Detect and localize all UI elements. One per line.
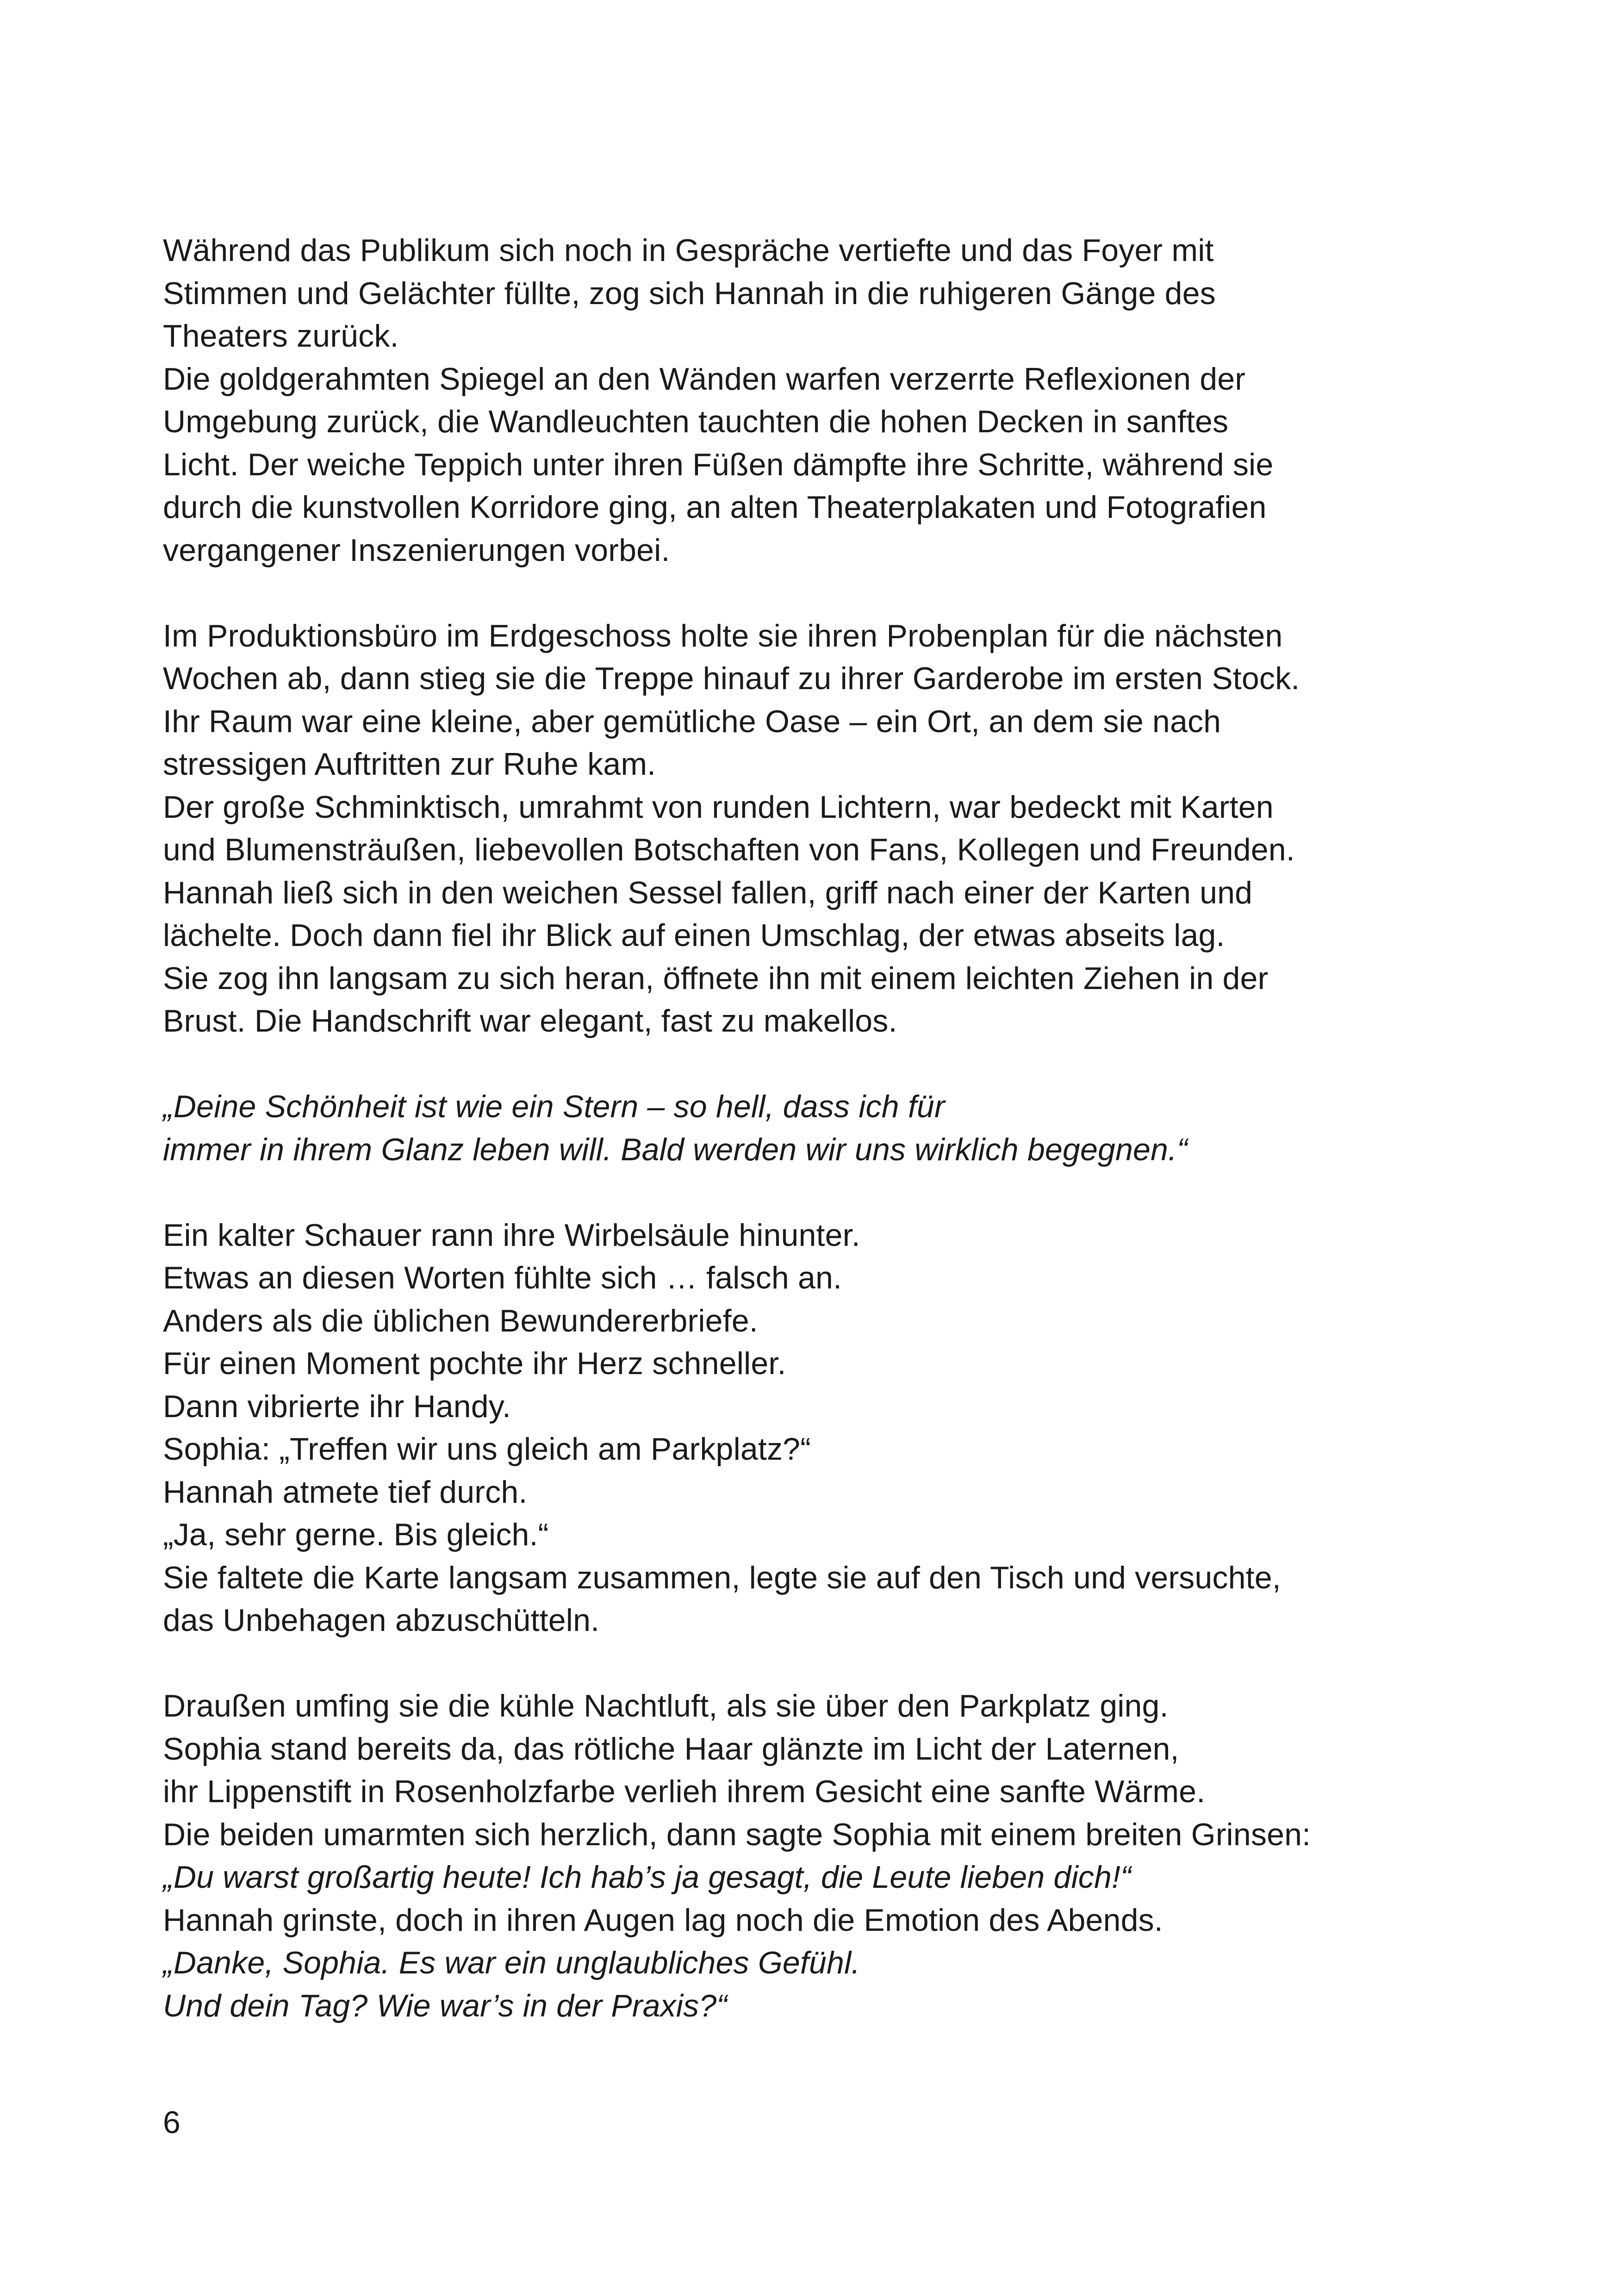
text-line: stressigen Auftritten zur Ruhe kam. [163, 747, 656, 782]
text-line: Sophia stand bereits da, das rötliche Haar glänzte im Licht der Laternen, [163, 1731, 1179, 1767]
dialogue-line: „Danke, Sophia. Es war ein unglaubliches Gefühl. [163, 1945, 860, 1980]
text-line: Dann vibrierte ihr Handy. [163, 1388, 511, 1424]
text-line: vergangener Inszenierungen vorbei. [163, 532, 670, 568]
text-line: Im Produktionsbüro im Erdgeschoss holte sie ihren Probenplan für die nächsten [163, 618, 1283, 653]
paragraph-gap [163, 572, 1477, 615]
text-line: Sie zog ihn langsam zu sich heran, öffnete ihn mit einem leichten Ziehen in der [163, 960, 1269, 996]
paragraph-gap [163, 1043, 1477, 1086]
text-line: Ein kalter Schauer rann ihre Wirbelsäule hinunter. [163, 1217, 860, 1253]
paragraph-letter-quote [163, 1085, 1477, 1171]
quote-line: „Deine Schönheit ist wie ein Stern – so hell, dass ich für [163, 1089, 945, 1124]
body-text [163, 229, 1477, 2027]
text-line: das Unbehagen abzuschütteln. [163, 1603, 600, 1638]
text-line: Hannah grinste, doch in ihren Augen lag noch die Emotion des Abends. [163, 1902, 1163, 1938]
dialogue-line: „Du warst großartig heute! Ich hab’s ja gesagt, die Leute lieben dich!“ [163, 1860, 1131, 1895]
text-line: Ihr Raum war eine kleine, aber gemütliche Oase – ein Ort, an dem sie nach [163, 703, 1221, 739]
text-line: Die beiden umarmten sich herzlich, dann sagte Sophia mit einem breiten Grinsen: [163, 1817, 1311, 1852]
text-line: durch die kunstvollen Korridore ging, an alten Theaterplakaten und Fotografien [163, 490, 1267, 525]
paragraph-parking-lot [163, 1685, 1477, 2027]
text-line: „Ja, sehr gerne. Bis gleich.“ [163, 1517, 549, 1552]
text-line: Für einen Moment pochte ihr Herz schneller. [163, 1346, 786, 1381]
text-line: lächelte. Doch dann fiel ihr Blick auf einen Umschlag, der etwas abseits lag. [163, 918, 1225, 953]
text-line: Hannah ließ sich in den weichen Sessel fallen, griff nach einer der Karten und [163, 875, 1253, 910]
text-line: Theaters zurück. [163, 318, 399, 354]
paragraph-reaction [163, 1214, 1477, 1642]
quote-line: immer in ihrem Glanz leben will. Bald werden wir uns wirklich begegnen.“ [163, 1132, 1188, 1167]
text-line: ihr Lippenstift in Rosenholzfarbe verlieh ihrem Gesicht eine sanfte Wärme. [163, 1774, 1206, 1809]
dialogue-line: Und dein Tag? Wie war’s in der Praxis?“ [163, 1988, 728, 2023]
paragraph-dressing-room [163, 615, 1477, 1043]
text-line: Draußen umfing sie die kühle Nachtluft, als sie über den Parkplatz ging. [163, 1688, 1169, 1724]
text-line: Stimmen und Gelächter füllte, zog sich Hannah in die ruhigeren Gänge des [163, 275, 1216, 311]
page-number: 6 [163, 2105, 180, 2140]
text-line: Brust. Die Handschrift war elegant, fast zu makellos. [163, 1003, 897, 1039]
text-line: und Blumensträußen, liebevollen Botschaften von Fans, Kollegen und Freunden. [163, 832, 1295, 867]
text-line: Der große Schminktisch, umrahmt von runden Lichtern, war bedeckt mit Karten [163, 789, 1274, 825]
text-line: Hannah atmete tief durch. [163, 1474, 528, 1510]
text-line: Die goldgerahmten Spiegel an den Wänden warfen verzerrte Reflexionen der [163, 361, 1246, 397]
text-line: Etwas an diesen Worten fühlte sich … falsch an. [163, 1260, 842, 1295]
text-line: Sie faltete die Karte langsam zusammen, legte sie auf den Tisch und versuchte, [163, 1560, 1281, 1595]
text-line: Wochen ab, dann stieg sie die Treppe hinauf zu ihrer Garderobe im ersten Stock. [163, 661, 1300, 696]
text-line: Licht. Der weiche Teppich unter ihren Füßen dämpfte ihre Schritte, während sie [163, 447, 1274, 482]
paragraph-theater-corridors [163, 229, 1477, 572]
text-line: Während das Publikum sich noch in Gespräche vertiefte und das Foyer mit [163, 233, 1214, 268]
paragraph-gap [163, 1642, 1477, 1685]
text-line: Anders als die üblichen Bewundererbriefe. [163, 1303, 758, 1338]
text-line: Sophia: „Treffen wir uns gleich am Parkplatz?“ [163, 1431, 811, 1467]
text-line: Umgebung zurück, die Wandleuchten tauchten die hohen Decken in sanftes [163, 404, 1229, 439]
paragraph-gap [163, 1171, 1477, 1214]
